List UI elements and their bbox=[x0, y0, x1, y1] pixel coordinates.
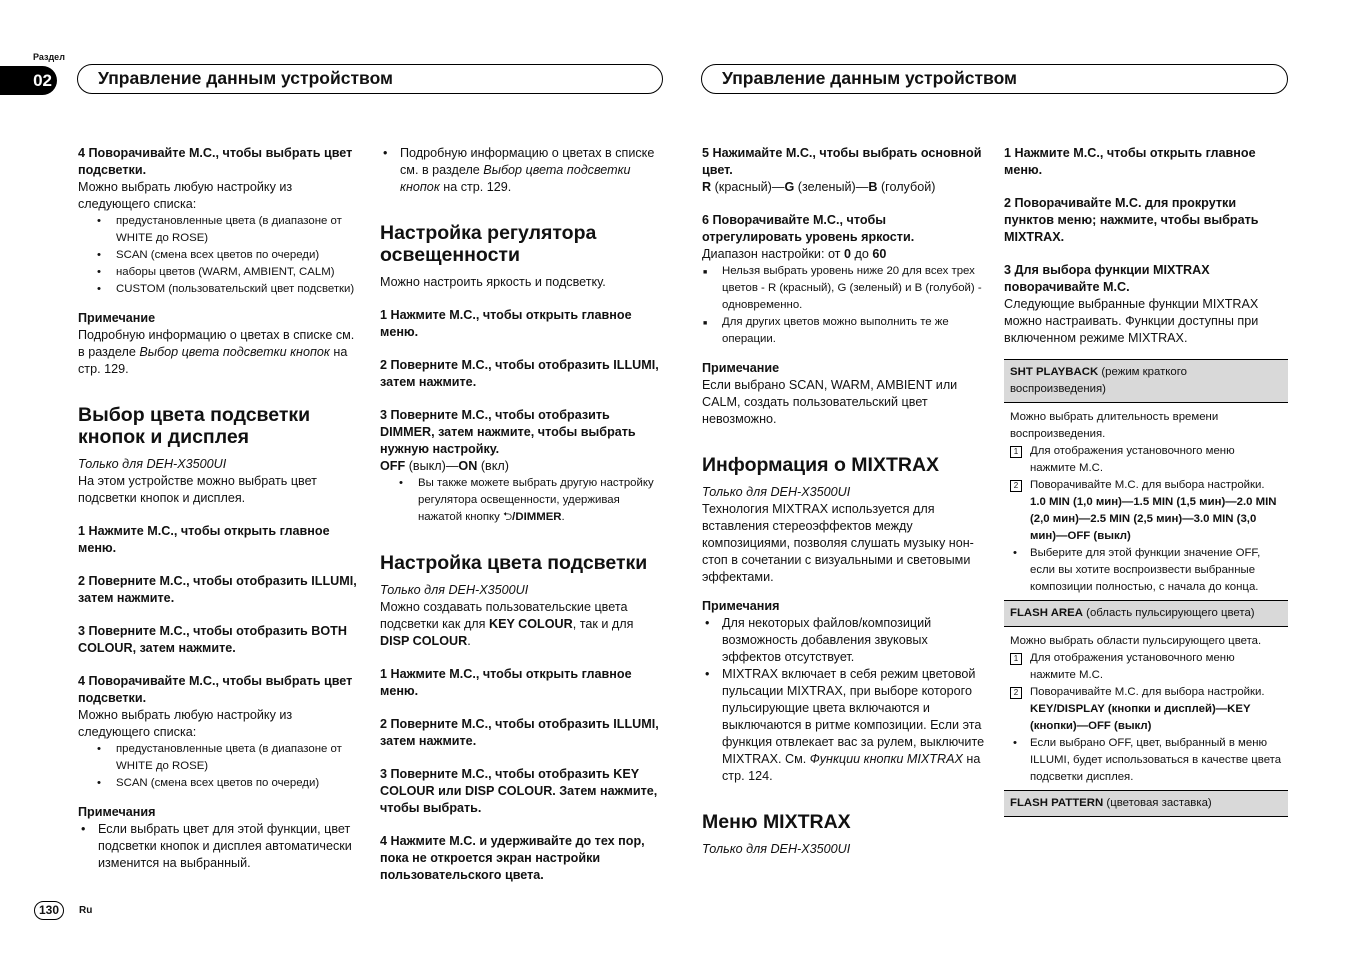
header-left: Управление данным устройством bbox=[77, 64, 663, 94]
paragraph-text: Можно создавать пользовательские цвета подсветки как для bbox=[380, 600, 628, 631]
header-right: Управление данным устройством bbox=[701, 64, 1288, 94]
column-2 bbox=[380, 145, 662, 884]
bullet-text-end: на стр. 124. bbox=[722, 752, 981, 783]
language-code: Ru bbox=[79, 905, 93, 916]
paragraph: Можно выбрать любую настройку из следующего списка: bbox=[78, 708, 293, 739]
list-item: • Если выбрано OFF, цвет, выбранный в меню ILLUMI, будет использоваться в качестве цвета подсветки дисплея. bbox=[1010, 735, 1282, 786]
list-item: • предустановленные цвета (в диапазоне от WHITE до ROSE) bbox=[78, 741, 362, 775]
bullet-list bbox=[380, 475, 662, 526]
column-4 bbox=[1004, 145, 1288, 817]
section-heading: Настройка цвета подсветки bbox=[380, 552, 648, 574]
model-note: Только для DEH-X3500UI bbox=[380, 583, 529, 597]
bullet-list bbox=[1010, 735, 1282, 786]
list-item: ■ Для других цветов можно выполнить те же операции. bbox=[702, 314, 988, 348]
table-header-row bbox=[1004, 790, 1288, 817]
option-value: ON bbox=[458, 459, 478, 473]
bullet-text: MIXTRAX включает в себя режим цветовой пульсации MIXTRAX, при выборе которого пульсирующие цвета включаются и выключаются в ритме композиции. Если эта функция отвлекает вас за рулем, выключите MIXTRAX. См. bbox=[722, 667, 985, 766]
step-text: 1 Нажмите M.C., чтобы открыть главное меню. bbox=[78, 524, 330, 555]
section-heading: Выбор цвета подсветки кнопок и дисплея bbox=[78, 404, 311, 448]
section-label: Раздел bbox=[33, 52, 65, 62]
setting-name: KEY COLOUR bbox=[488, 617, 573, 631]
step-text: 4 Нажмите M.C. и удерживайте до тех пор, пока не откроется экран настройки пользовательского цвета. bbox=[380, 834, 645, 882]
paragraph: Можно настроить яркость и подсветку. bbox=[380, 275, 606, 289]
function-desc: (область пульсирующего цвета) bbox=[1086, 607, 1255, 619]
bullet-text-end: на стр. 129. bbox=[443, 180, 512, 194]
list-item: • Вы также можете выбрать другую настройку регулятора освещенности, удерживая нажатой кнопку ⮌/DIMMER. bbox=[380, 475, 662, 526]
cross-reference-link: Выбор цвета подсветки кнопок bbox=[400, 163, 631, 194]
option-value: B bbox=[868, 180, 878, 194]
step-text: 4 Поворачивайте M.C., чтобы выбрать цвет подсветки. bbox=[78, 674, 353, 705]
function-table bbox=[1004, 359, 1288, 817]
table-body bbox=[1004, 626, 1288, 790]
step-text: 3 Поверните M.C., чтобы отобразить KEY COLOUR или DISP COLOUR. Затем нажмите, чтобы выбрать. bbox=[380, 767, 658, 815]
step-text: 2 Поверните M.C., чтобы отобразить ILLUMI, затем нажмите. bbox=[380, 358, 659, 389]
note-text: Подробную информацию о цветах в списке см. в разделе bbox=[78, 328, 355, 359]
model-note: Только для DEH-X3500UI bbox=[702, 485, 851, 499]
bullet-list bbox=[78, 213, 362, 298]
bullet-text: Подробную информацию о цветах в списке см. в разделе bbox=[400, 146, 655, 177]
options-text: 1.0 MIN (1,0 мин)—1.5 MIN (1,5 мин)—2.0 MIN (2,0 мин)—2.5 MIN (2,5 мин)—3.0 MIN (3,0 мин)—OFF (выкл) bbox=[1030, 496, 1277, 542]
number-2-box: 2 bbox=[1010, 480, 1022, 492]
paragraph: На этом устройстве можно выбрать цвет подсветки кнопок и дисплея. bbox=[78, 474, 317, 505]
bullet-text: Вы также можете выбрать другую настройку регулятора освещенности, удерживая нажатой кнопку bbox=[418, 477, 654, 523]
paragraph bbox=[78, 327, 362, 378]
setting-name: DISP COLOUR bbox=[380, 634, 468, 648]
model-note: Только для DEH-X3500UI bbox=[78, 457, 227, 471]
option-value: G bbox=[784, 180, 795, 194]
notes-heading: Примечания bbox=[78, 805, 156, 819]
option-value: OFF bbox=[380, 459, 406, 473]
option-line bbox=[702, 246, 988, 263]
function-name: FLASH PATTERN bbox=[1010, 797, 1104, 809]
list-item: • наборы цветов (WARM, AMBIENT, CALM) bbox=[78, 264, 362, 281]
range-text: до bbox=[854, 247, 869, 261]
step-text: 2 Поворачивайте M.C. для прокрутки пунктов меню; нажмите, чтобы выбрать MIXTRAX. bbox=[1004, 196, 1259, 244]
function-name: SHT PLAYBACK bbox=[1010, 366, 1099, 378]
option-text: (выкл)— bbox=[408, 459, 459, 473]
numbered-text: Для отображения установочного меню нажмите M.C. bbox=[1030, 445, 1235, 474]
function-desc: (режим краткого воспроизведения) bbox=[1010, 366, 1187, 395]
step-text: 4 Поворачивайте M.C., чтобы выбрать цвет подсветки. bbox=[78, 146, 353, 177]
step-text: 6 Поворачивайте M.C., чтобы отрегулировать уровень яркости. bbox=[702, 213, 915, 244]
numbered-item bbox=[1010, 443, 1282, 477]
bullet-list bbox=[380, 145, 662, 196]
step-text: 2 Поверните M.C., чтобы отобразить ILLUMI, затем нажмите. bbox=[78, 574, 357, 605]
number-2-box: 2 bbox=[1010, 687, 1022, 699]
function-desc: (цветовая заставка) bbox=[1106, 797, 1212, 809]
paragraph: Можно выбрать длительность времени воспроизведения. bbox=[1010, 411, 1219, 440]
option-text: (вкл) bbox=[480, 459, 509, 473]
list-item bbox=[380, 145, 662, 196]
step-text: 3 Для выбора функции MIXTRAX поворачивайте M.C. bbox=[1004, 263, 1210, 294]
step-text: 5 Нажимайте M.C., чтобы выбрать основной цвет. bbox=[702, 146, 982, 177]
notes-heading: Примечания bbox=[702, 599, 780, 613]
section-heading: Информация о MIXTRAX bbox=[702, 454, 940, 476]
cross-reference-link: Выбор цвета подсветки кнопок bbox=[139, 345, 330, 359]
option-text: (зеленый)— bbox=[797, 180, 869, 194]
paragraph-text: , так и для bbox=[572, 617, 634, 631]
step-text: 2 Поверните M.C., чтобы отобразить ILLUMI, затем нажмите. bbox=[380, 717, 659, 748]
section-number-tab: 02 bbox=[0, 66, 57, 95]
numbered-text: Поворачивайте M.C. для выбора настройки. bbox=[1030, 479, 1265, 491]
section-heading: Меню MIXTRAX bbox=[702, 811, 851, 833]
option-line bbox=[702, 179, 988, 196]
table-header-row bbox=[1004, 600, 1288, 626]
numbered-item bbox=[1010, 477, 1282, 494]
range-min: 0 bbox=[843, 247, 851, 261]
step-text: 1 Нажмите M.C., чтобы открыть главное меню. bbox=[380, 667, 632, 698]
paragraph: Можно выбрать области пульсирующего цвета. bbox=[1010, 635, 1262, 647]
step-text: 1 Нажмите M.C., чтобы открыть главное меню. bbox=[380, 308, 632, 339]
option-line bbox=[380, 458, 662, 475]
return-arrow-icon: ⮌ bbox=[503, 511, 513, 523]
list-item: • Если выбрать цвет для этой функции, цвет подсветки кнопок и дисплея автоматически изменится на выбранный. bbox=[78, 821, 362, 872]
list-item bbox=[702, 666, 988, 785]
step-text: 3 Поверните M.C., чтобы отобразить DIMMER, затем нажмите, чтобы выбрать нужную настройку. bbox=[380, 408, 636, 456]
note-text-end: на стр. 129. bbox=[78, 345, 348, 376]
paragraph: Следующие выбранные функции MIXTRAX можно настраивать. Функции доступны при включенном режиме MIXTRAX. bbox=[1004, 297, 1259, 345]
bullet-list bbox=[78, 741, 362, 792]
function-name: FLASH AREA bbox=[1010, 607, 1083, 619]
bullet-list bbox=[78, 821, 362, 872]
step-text: 3 Поверните M.C., чтобы отобразить BOTH COLOUR, затем нажмите. bbox=[78, 624, 347, 655]
bullet-list bbox=[1010, 545, 1282, 596]
list-item: • SCAN (смена всех цветов по очереди) bbox=[78, 775, 362, 792]
table-header-row bbox=[1004, 360, 1288, 402]
square-bullet-list bbox=[702, 263, 988, 348]
button-name: /DIMMER bbox=[512, 511, 562, 523]
list-item: ■ Нельзя выбрать уровень ниже 20 для всех трех цветов - R (красный), G (зеленый) и B (голубой) - одновременно. bbox=[702, 263, 988, 314]
table-body bbox=[1004, 402, 1288, 600]
page-number: 130 bbox=[34, 901, 64, 920]
paragraph: Можно выбрать любую настройку из следующего списка: bbox=[78, 180, 293, 211]
section-heading: Настройка регулятора освещенности bbox=[380, 222, 597, 266]
list-item: • предустановленные цвета (в диапазоне от WHITE до ROSE) bbox=[78, 213, 362, 247]
list-item: • Выберите для этой функции значение OFF, если вы хотите воспроизвести выбранные композиции полностью, с начала до конца. bbox=[1010, 545, 1282, 596]
note-heading: Примечание bbox=[702, 361, 780, 375]
paragraph: Если выбрано SCAN, WARM, AMBIENT или CALM, создать пользовательский цвет невозможно. bbox=[702, 378, 958, 426]
numbered-item bbox=[1010, 684, 1282, 701]
numbered-item bbox=[1010, 650, 1282, 684]
list-item: • SCAN (смена всех цветов по очереди) bbox=[78, 247, 362, 264]
numbered-text: Для отображения установочного меню нажмите M.C. bbox=[1030, 652, 1235, 681]
note-heading: Примечание bbox=[78, 311, 156, 325]
paragraph: Технология MIXTRAX используется для вставления стереоэффектов между композициями, позволяя слушать музыку нон-стоп в сочетании с визуальными и световыми эффектами. bbox=[702, 502, 974, 584]
column-3 bbox=[702, 145, 988, 858]
step-text: 1 Нажмите M.C., чтобы открыть главное меню. bbox=[1004, 146, 1256, 177]
paragraph: Можно создавать пользовательские цвета подсветки как для KEY COLOUR, так и для DISP COLOUR. bbox=[380, 600, 634, 648]
option-text: (голубой) bbox=[880, 180, 936, 194]
column-1 bbox=[78, 145, 362, 872]
cross-reference-link: Функции кнопки MIXTRAX bbox=[809, 752, 963, 766]
list-item: • Для некоторых файлов/композиций возможность добавления звуковых эффектов отсутствует. bbox=[702, 615, 988, 666]
model-note: Только для DEH-X3500UI bbox=[702, 842, 851, 856]
options-text: KEY/DISPLAY (кнопки и дисплей)—KEY (кнопки)—OFF (выкл) bbox=[1030, 703, 1251, 732]
bullet-list bbox=[702, 615, 988, 785]
number-1-box: 1 bbox=[1010, 653, 1022, 665]
option-value: R bbox=[702, 180, 712, 194]
numbered-text: Поворачивайте M.C. для выбора настройки. bbox=[1030, 686, 1265, 698]
list-item: • CUSTOM (пользовательский цвет подсветки) bbox=[78, 281, 362, 298]
option-text: (красный)— bbox=[714, 180, 785, 194]
number-1-box: 1 bbox=[1010, 446, 1022, 458]
range-text: Диапазон настройки: от bbox=[702, 247, 841, 261]
range-max: 60 bbox=[872, 247, 887, 261]
